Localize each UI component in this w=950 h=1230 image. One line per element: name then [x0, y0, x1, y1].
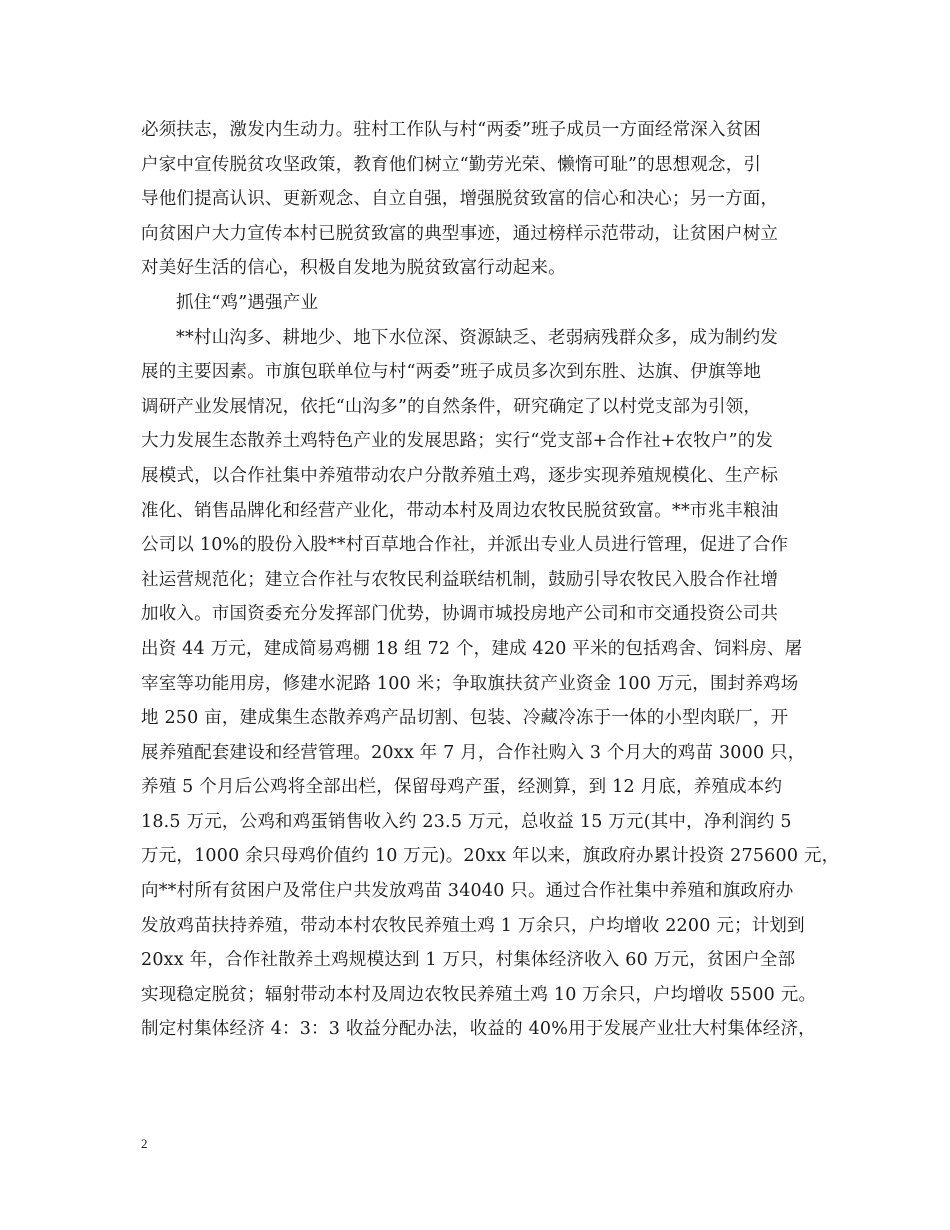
- text-line: 大力发展生态散养土鸡特色产业的发展思路；实行“党支部+合作社+农牧户”的发: [141, 431, 774, 452]
- text-line: 必须扶志，激发内生动力。驻村工作队与村“两委”班子成员一方面经常深入贫困: [141, 120, 762, 140]
- text-line: 地 250 亩，建成集生态散养鸡产品切割、包装、冷藏冷冻于一体的小型肉联厂，开: [141, 708, 789, 729]
- text-line: 社运营规范化；建立合作社与农牧民利益联结机制，鼓励引导农牧民入股合作社增: [141, 569, 779, 590]
- text-line: 公司以 10%的股份入股**村百草地合作社，并派出专业人员进行管理，促进了合作: [141, 535, 789, 556]
- text-line: 发放鸡苗扶持养殖，带动本村农牧民养殖土鸡 1 万余只，户均增收 2200 元；计划到: [141, 915, 805, 936]
- text-line: 户家中宣传脱贫攻坚政策，教育他们树立“勤劳光荣、懒惰可耻”的思想观念，引: [141, 154, 762, 175]
- text-line: 制定村集体经济 4：3：3 收益分配办法，收益的 40%用于发展产业壮大村集体经济，: [141, 1019, 816, 1040]
- text-line: 向**村所有贫困户及常住户共发放鸡苗 34040 只。通过合作社集中养殖和旗政府办: [141, 881, 794, 902]
- text-line: 展模式，以合作社集中养殖带动农户分散养殖土鸡，逐步实现养殖规模化、生产标: [141, 465, 779, 486]
- text-line: 宰室等功能用房，修建水泥路 100 米；争取旗扶贫产业资金 100 万元，围封养鸡场: [141, 673, 799, 694]
- text-line: 对美好生活的信心，积极自发地为脱贫致富行动起来。: [141, 258, 566, 279]
- text-line: 展的主要因素。市旗包联单位与村“两委”班子成员多次到东胜、达旗、伊旗等地: [141, 362, 762, 383]
- text-line: 20xx 年，合作社散养土鸡规模达到 1 万只，村集体经济收入 60 万元，贫困户全部: [141, 950, 796, 971]
- section-heading: 抓住“鸡”遇强产业: [176, 292, 319, 313]
- text-line: 实现稳定脱贫；辐射带动本村及周边农牧民养殖土鸡 10 万余只，户均增收 5500 元。: [141, 984, 817, 1005]
- text-line: 展养殖配套建设和经营管理。20xx 年 7 月，合作社购入 3 个月大的鸡苗 3000 只，: [141, 742, 806, 763]
- text-line: 万元，1000 余只母鸡价值约 10 万元)。20xx 年以来，旗政府办累计投资 275600 元，: [141, 846, 840, 867]
- text-line: 18.5 万元，公鸡和鸡蛋销售收入约 23.5 万元，总收益 15 万元(其中，净利润约 5: [141, 811, 792, 832]
- page-number: 2: [141, 1136, 148, 1151]
- text-line: **村山沟多、耕地少、地下水位深、资源缺乏、老弱病残群众多，成为制约发: [176, 327, 778, 348]
- text-line: 准化、销售品牌化和经营产业化，带动本村及周边农牧民脱贫致富。**市兆丰粮油: [141, 500, 779, 521]
- text-line: 出资 44 万元，建成简易鸡棚 18 组 72 个，建成 420 平米的包括鸡舍、饲料房、屠: [141, 638, 803, 659]
- text-line: 导他们提高认识、更新观念、自立自强，增强脱贫致富的信心和决心；另一方面，: [141, 189, 779, 210]
- body-text: [141, 113, 840, 1047]
- text-line: 向贫困户大力宣传本村已脱贫致富的典型事迹，通过榜样示范带动，让贫困户树立: [141, 223, 779, 244]
- text-line: 加收入。市国资委充分发挥部门优势，协调市城投房地产公司和市交通投资公司共: [141, 604, 779, 625]
- text-line: 调研产业发展情况，依托“山沟多”的自然条件，研究确定了以村党支部为引领，: [141, 396, 762, 417]
- text-line: 养殖 5 个月后公鸡将全部出栏，保留母鸡产蛋，经测算，到 12 月底，养殖成本约: [141, 777, 783, 798]
